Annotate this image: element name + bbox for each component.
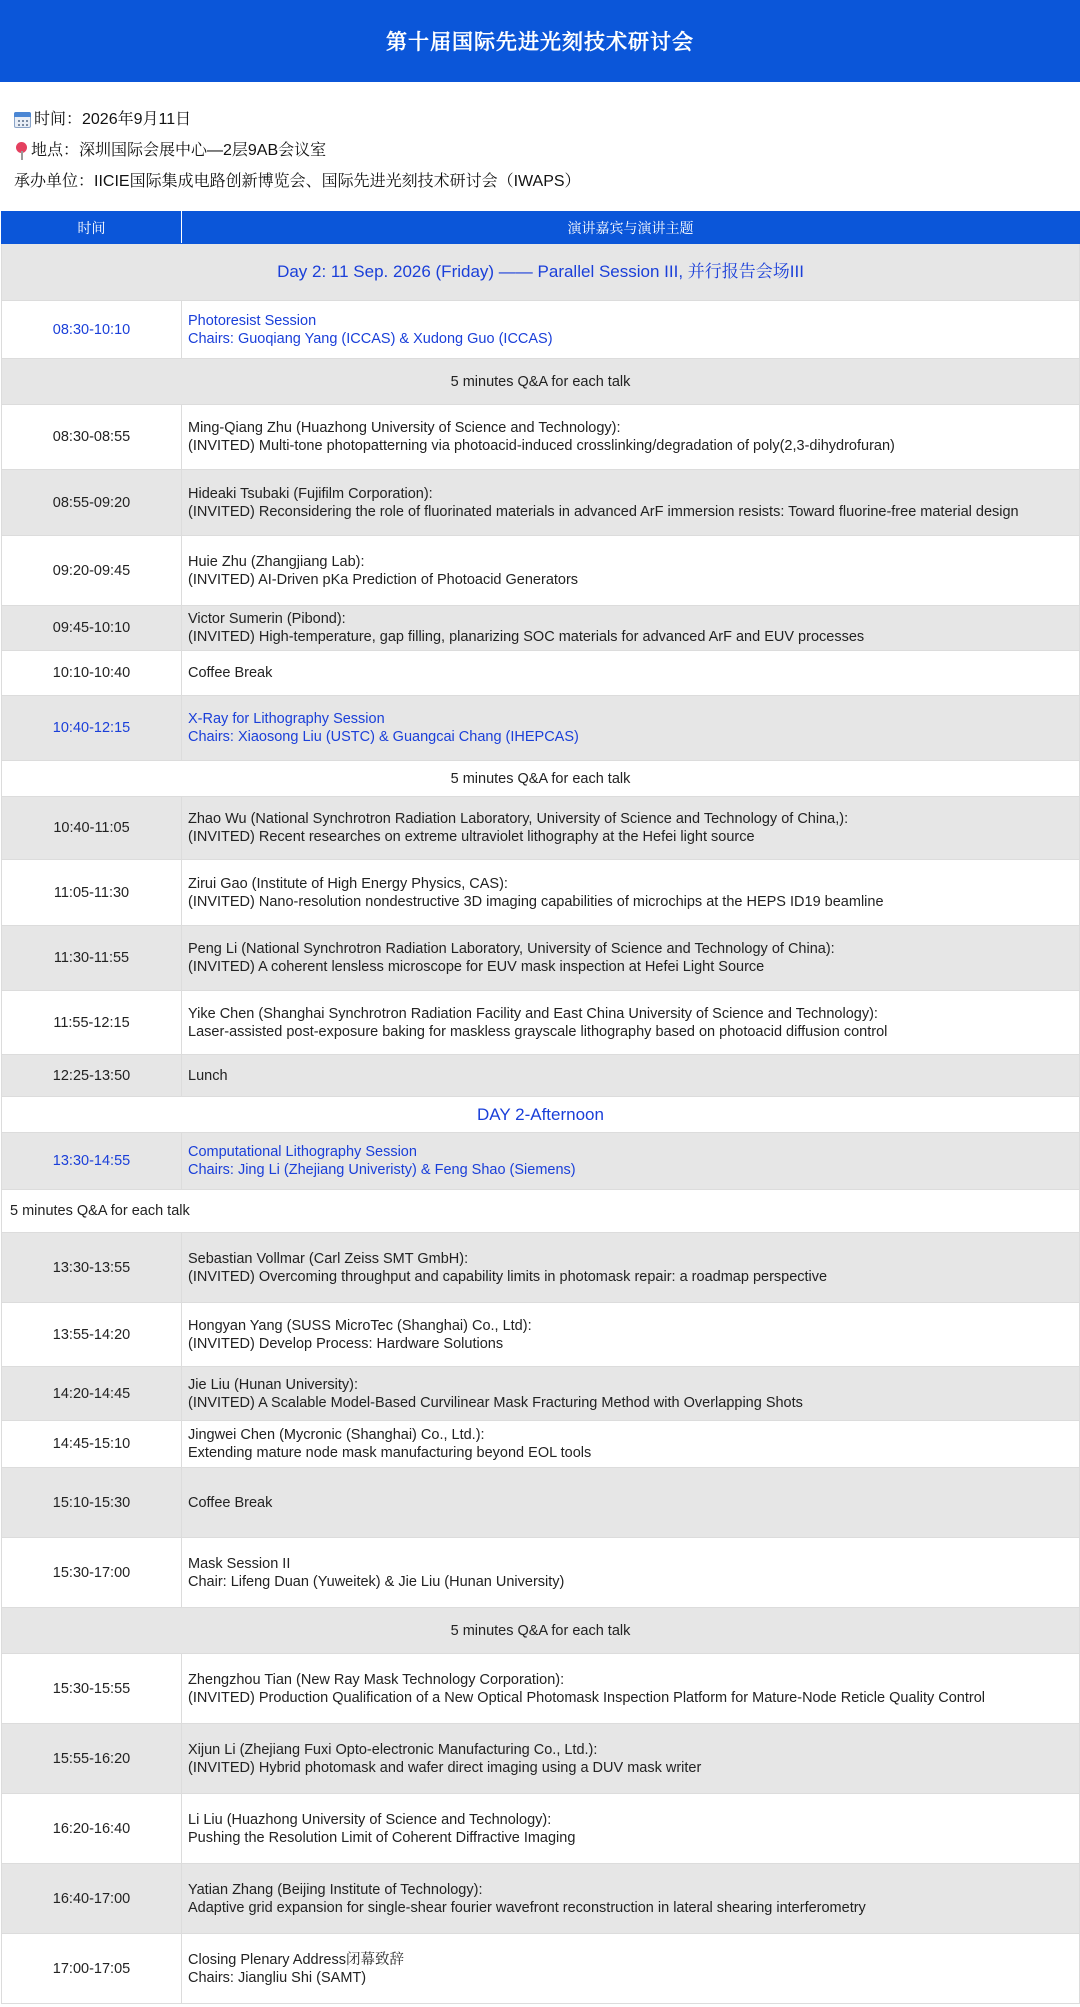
- qa-note-row: [2, 359, 1080, 405]
- talk-speaker: Jie Liu (Hunan University):: [188, 1376, 359, 1393]
- talk-title: (INVITED) Multi-tone photopatterning via photoacid-induced crosslinking/degradation of poly(2,3-dihydrofuran): [188, 438, 895, 454]
- qa-note-row: [2, 1190, 1080, 1233]
- talk-time: 16:20-16:40: [2, 1794, 182, 1864]
- session-time: 08:30-10:10: [2, 301, 182, 359]
- break-row: [2, 1055, 1080, 1097]
- talk-title: (INVITED) Reconsidering the role of fluorinated materials in advanced ArF immersion resists: Toward fluorine-free material design: [188, 503, 1019, 520]
- talk-speaker: Peng Li (National Synchrotron Radiation Laboratory, University of Science and Technology of China):: [188, 941, 835, 957]
- talk-row: [2, 1724, 1080, 1794]
- talk-title: Laser-assisted post-exposure baking for maskless grayscale lithography based on photoacid diffusion control: [188, 1023, 888, 1040]
- talk-title: (INVITED) AI-Driven pKa Prediction of Photoacid Generators: [188, 571, 579, 588]
- session-row: [2, 1133, 1080, 1190]
- qa-note: 5 minutes Q&A for each talk: [2, 1190, 1080, 1233]
- talk-row: [2, 606, 1080, 651]
- talk-time: 09:20-09:45: [2, 536, 182, 606]
- session-title: Photoresist Session: [188, 312, 317, 329]
- talk-row: [2, 860, 1080, 926]
- break-row: [2, 1468, 1080, 1538]
- talk-time: 14:45-15:10: [2, 1421, 182, 1468]
- talk-time: 17:00-17:05: [2, 1934, 182, 2004]
- talk-time: 08:30-08:55: [2, 405, 182, 470]
- talk-speaker: Xijun Li (Zhejiang Fuxi Opto-electronic Manufacturing Co., Ltd.):: [188, 1741, 598, 1758]
- closing-row: [2, 1934, 1080, 2004]
- calendar-icon: [14, 112, 31, 128]
- talk-time: 10:40-11:05: [2, 797, 182, 860]
- talk-title: (INVITED) Hybrid photomask and wafer direct imaging using a DUV mask writer: [188, 1759, 702, 1776]
- talk-time: 08:55-09:20: [2, 470, 182, 536]
- event-info: [14, 104, 581, 197]
- session-time: 13:30-14:55: [2, 1133, 182, 1190]
- qa-note-row: [2, 761, 1080, 797]
- break-label: Coffee Break: [182, 1468, 1080, 1538]
- talk-speaker: Hideaki Tsubaki (Fujifilm Corporation):: [188, 485, 433, 502]
- talk-title: (INVITED) A coherent lensless microscope for EUV mask inspection at Hefei Light Source: [188, 959, 765, 975]
- talk-speaker: Yatian Zhang (Beijing Institute of Technology):: [188, 1881, 483, 1898]
- talk-title: (INVITED) High-temperature, gap filling, planarizing SOC materials for advanced ArF and EUV processes: [188, 629, 865, 645]
- afternoon-banner: [2, 1097, 1080, 1133]
- talk-row: [2, 1233, 1080, 1303]
- table-header: [2, 212, 1080, 244]
- talk-speaker: Hongyan Yang (SUSS MicroTec (Shanghai) Co., Ltd):: [188, 1317, 532, 1334]
- break-time: 12:25-13:50: [2, 1055, 182, 1097]
- talk-speaker: Ming-Qiang Zhu (Huazhong University of Science and Technology):: [188, 420, 621, 436]
- session-chairs: Chair: Lifeng Duan (Yuweitek) & Jie Liu (Hunan University): [188, 1573, 565, 1590]
- talk-title: (INVITED) A Scalable Model-Based Curvilinear Mask Fracturing Method with Overlapping Shots: [188, 1394, 803, 1411]
- talk-speaker: Yike Chen (Shanghai Synchrotron Radiation Facility and East China University of Science and Technology):: [188, 1005, 878, 1022]
- event-location-text: 地点：深圳国际会展中心—2层9AB会议室: [31, 142, 327, 159]
- header-time: 时间: [2, 212, 182, 244]
- talk-time: 09:45-10:10: [2, 606, 182, 651]
- talk-time: 11:05-11:30: [2, 860, 182, 926]
- session-chairs: Chairs: Jing Li (Zhejiang Univeristy) & Feng Shao (Siemens): [188, 1162, 576, 1178]
- talk-time: 13:30-13:55: [2, 1233, 182, 1303]
- talk-row: [2, 536, 1080, 606]
- page-title: 第十届国际先进光刻技术研讨会: [0, 0, 1080, 82]
- event-organizer: [14, 166, 581, 197]
- talk-row: [2, 1794, 1080, 1864]
- day-banner-text: Day 2: 11 Sep. 2026 (Friday) —— Parallel Session III, 并行报告会场III: [2, 244, 1080, 301]
- talk-speaker: Closing Plenary Address闭幕致辞: [188, 1951, 404, 1968]
- talk-speaker: Zhao Wu (National Synchrotron Radiation Laboratory, University of Science and Technology of China,):: [188, 811, 849, 827]
- talk-row: [2, 926, 1080, 991]
- header-topic: 演讲嘉宾与演讲主题: [182, 212, 1080, 244]
- session-row: [2, 696, 1080, 761]
- talk-title: (INVITED) Recent researches on extreme ultraviolet lithography at the Hefei light source: [188, 829, 755, 845]
- talk-title: (INVITED) Overcoming throughput and capability limits in photomask repair: a roadmap perspective: [188, 1268, 828, 1285]
- talk-row: [2, 405, 1080, 470]
- qa-note: 5 minutes Q&A for each talk: [2, 1608, 1080, 1654]
- session-title: X-Ray for Lithography Session: [188, 711, 385, 727]
- talk-row: [2, 470, 1080, 536]
- session-row: [2, 301, 1080, 359]
- qa-note-row: [2, 1608, 1080, 1654]
- session-title: Computational Lithography Session: [188, 1144, 417, 1160]
- talk-title: Extending mature node mask manufacturing beyond EOL tools: [188, 1445, 592, 1461]
- qa-note: 5 minutes Q&A for each talk: [2, 761, 1080, 797]
- talk-time: 16:40-17:00: [2, 1864, 182, 1934]
- session-title: Mask Session II: [188, 1555, 291, 1572]
- schedule-table: [1, 211, 1080, 2004]
- talk-row: [2, 991, 1080, 1055]
- talk-speaker: Victor Sumerin (Pibond):: [188, 611, 346, 627]
- event-organizer-text: 承办单位：IICIE国际集成电路创新博览会、国际先进光刻技术研讨会（IWAPS）: [14, 173, 581, 190]
- talk-time: 11:55-12:15: [2, 991, 182, 1055]
- talk-time: 15:55-16:20: [2, 1724, 182, 1794]
- break-time: 15:10-15:30: [2, 1468, 182, 1538]
- talk-title: Chairs: Jiangliu Shi (SAMT): [188, 1969, 367, 1986]
- talk-title: Adaptive grid expansion for single-shear fourier wavefront reconstruction in lateral shearing interferometry: [188, 1899, 866, 1916]
- talk-row: [2, 797, 1080, 860]
- talk-row: [2, 1421, 1080, 1468]
- event-time: [14, 104, 581, 135]
- talk-time: 11:30-11:55: [2, 926, 182, 991]
- day-banner: [2, 244, 1080, 301]
- talk-time: 15:30-15:55: [2, 1654, 182, 1724]
- talk-row: [2, 1303, 1080, 1367]
- event-location: [14, 135, 581, 166]
- talk-title: Pushing the Resolution Limit of Coherent Diffractive Imaging: [188, 1829, 576, 1846]
- talk-speaker: Sebastian Vollmar (Carl Zeiss SMT GmbH):: [188, 1250, 469, 1267]
- talk-row: [2, 1864, 1080, 1934]
- session-time: 10:40-12:15: [2, 696, 182, 761]
- session-time: 15:30-17:00: [2, 1538, 182, 1608]
- talk-speaker: Li Liu (Huazhong University of Science and Technology):: [188, 1811, 552, 1828]
- session-row: [2, 1538, 1080, 1608]
- session-chairs: Chairs: Guoqiang Yang (ICCAS) & Xudong Guo (ICCAS): [188, 330, 553, 347]
- break-row: [2, 651, 1080, 696]
- break-label: Lunch: [182, 1055, 1080, 1097]
- break-time: 10:10-10:40: [2, 651, 182, 696]
- talk-title: (INVITED) Develop Process: Hardware Solutions: [188, 1335, 504, 1352]
- talk-time: 13:55-14:20: [2, 1303, 182, 1367]
- talk-speaker: Huie Zhu (Zhangjiang Lab):: [188, 553, 365, 570]
- break-label: Coffee Break: [182, 651, 1080, 696]
- talk-title: (INVITED) Nano-resolution nondestructive 3D imaging capabilities of microchips at the HEPS ID19 beamline: [188, 893, 884, 910]
- talk-title: (INVITED) Production Qualification of a New Optical Photomask Inspection Platform for Mature-Node Reticle Quality Control: [188, 1689, 986, 1706]
- talk-speaker: Jingwei Chen (Mycronic (Shanghai) Co., Ltd.):: [188, 1427, 485, 1443]
- talk-speaker: Zirui Gao (Institute of High Energy Physics, CAS):: [188, 875, 508, 892]
- talk-row: [2, 1654, 1080, 1724]
- talk-time: 14:20-14:45: [2, 1367, 182, 1421]
- talk-speaker: Zhengzhou Tian (New Ray Mask Technology Corporation):: [188, 1671, 565, 1688]
- session-chairs: Chairs: Xiaosong Liu (USTC) & Guangcai Chang (IHEPCAS): [188, 729, 579, 745]
- qa-note: 5 minutes Q&A for each talk: [2, 359, 1080, 405]
- pin-icon: [14, 142, 28, 160]
- event-time-text: 时间：2026年9月11日: [34, 111, 192, 128]
- afternoon-banner-text: DAY 2-Afternoon: [2, 1097, 1080, 1133]
- talk-row: [2, 1367, 1080, 1421]
